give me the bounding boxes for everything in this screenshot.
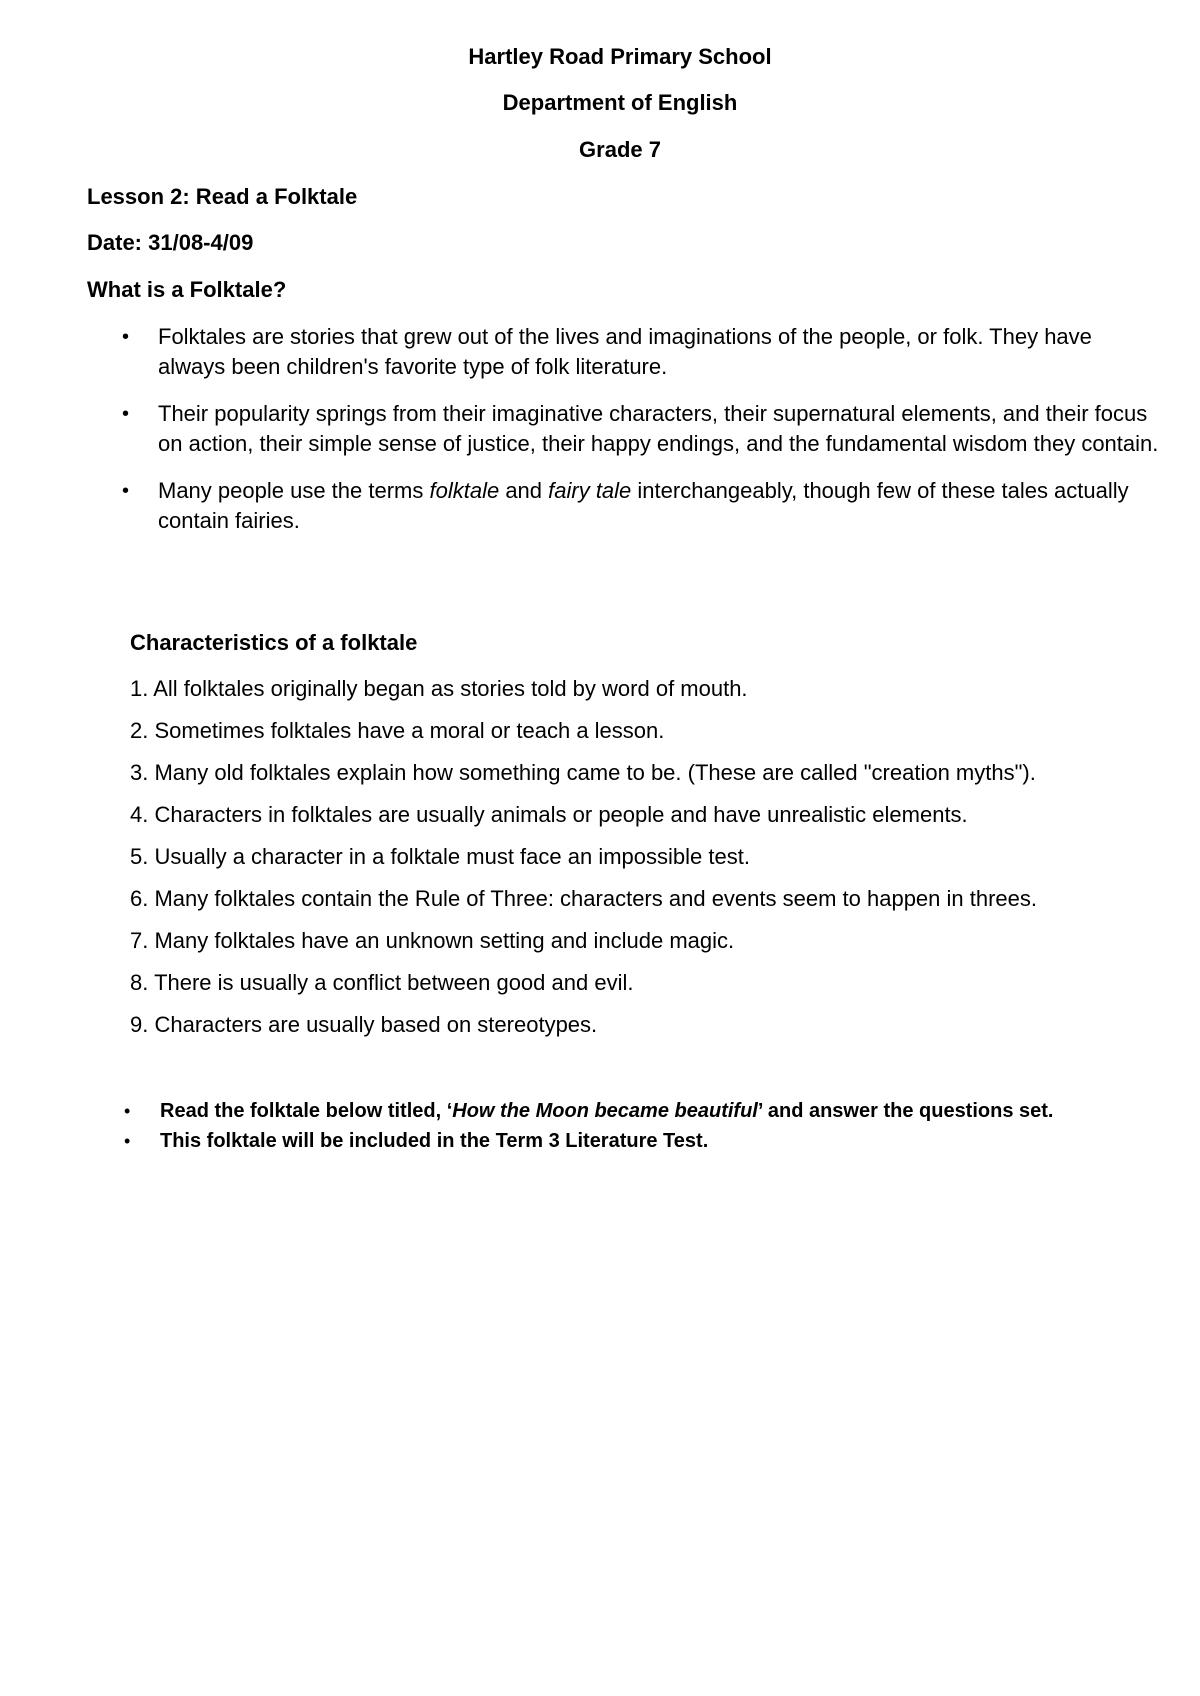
school-name: Hartley Road Primary School: [468, 44, 772, 69]
task-text: This folktale will be included in the Term 3 Literature Test.: [160, 1130, 709, 1152]
characteristic-item: 2. Sometimes folktales have a moral or teach a lesson.: [130, 718, 665, 743]
intro-bullet-text-part: and: [499, 478, 549, 503]
characteristic-item: 9. Characters are usually based on stereotypes.: [130, 1012, 598, 1037]
task-text-part: ’ and answer the questions set.: [757, 1100, 1054, 1122]
intro-bullet-text-part: interchangeably, though few of these tales actually contain fairies.: [158, 478, 1129, 533]
characteristic-item: 5. Usually a character in a folktale must face an impossible test.: [130, 844, 750, 869]
bullet-icon: •: [122, 326, 130, 348]
characteristic-item: 4. Characters in folktales are usually animals or people and have unrealistic elements.: [130, 802, 968, 827]
grade-label: Grade 7: [579, 137, 661, 162]
intro-bullet-3: [120, 476, 1160, 536]
characteristics-heading: Characteristics of a folktale: [130, 630, 418, 655]
bullet-icon: •: [122, 403, 130, 425]
bullet-icon: •: [122, 480, 130, 502]
intro-bullet-text: Folktales are stories that grew out of the lives and imaginations of the people, or folk. They have always been children's favorite type of folk literature.: [158, 324, 1092, 379]
bullet-icon: •: [124, 1101, 131, 1121]
section-question: What is a Folktale?: [87, 277, 287, 302]
intro-bullet-list: [120, 322, 1160, 553]
intro-bullet-2: [120, 399, 1160, 459]
intro-bullet-1: [120, 322, 1160, 382]
characteristic-item: 8. There is usually a conflict between good and evil.: [130, 970, 634, 995]
characteristic-item: 3. Many old folktales explain how something came to be. (These are called "creation myths").: [130, 760, 1036, 785]
term-fairy-tale: fairy tale: [548, 478, 632, 503]
bullet-icon: •: [124, 1131, 131, 1151]
characteristic-item: 1. All folktales originally began as stories told by word of mouth.: [130, 676, 748, 701]
lesson-title: Lesson 2: Read a Folktale: [87, 184, 358, 209]
task-item-1: [120, 1097, 1120, 1125]
folktale-title: How the Moon became beautiful: [452, 1100, 758, 1122]
characteristic-item: 6. Many folktales contain the Rule of Three: characters and events seem to happen in threes.: [130, 886, 1038, 911]
lesson-date: Date: 31/08-4/09: [87, 230, 254, 255]
characteristic-item: 7. Many folktales have an unknown setting and include magic.: [130, 928, 735, 953]
task-item-2: [120, 1127, 1120, 1155]
department-name: Department of English: [502, 90, 738, 115]
term-folktale: folktale: [429, 478, 500, 503]
task-list: [120, 1097, 1120, 1157]
characteristics-list: [130, 675, 1190, 1053]
task-text-part: Read the folktale below titled, ‘: [160, 1100, 453, 1122]
intro-bullet-text-part: Many people use the terms: [158, 478, 430, 503]
intro-bullet-text: Their popularity springs from their imaginative characters, their supernatural elements, and their focus on action, their simple sense of justice, their happy endings, and the fundamental wisdom they contain.: [158, 401, 1159, 456]
